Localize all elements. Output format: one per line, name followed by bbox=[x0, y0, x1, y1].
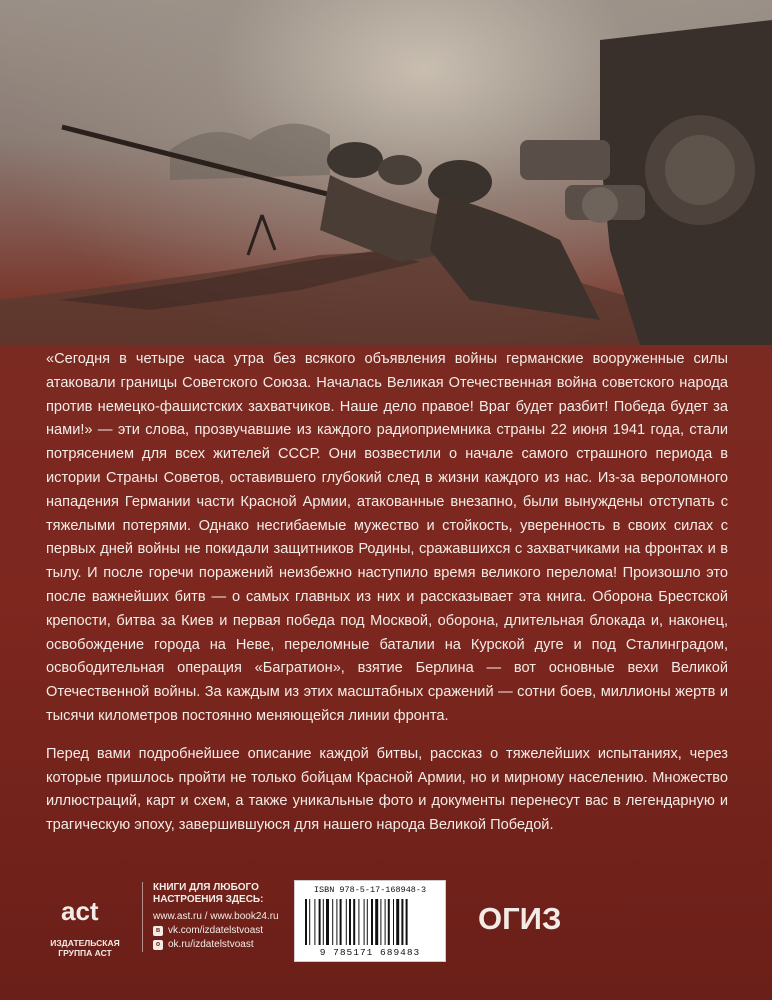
ast-logo bbox=[57, 880, 113, 936]
publisher-caption-line1: ИЗДАТЕЛЬСКАЯ bbox=[50, 938, 120, 948]
paragraph-2: Перед вами подробнейшее описание каждой битвы, рассказ о тяжелейших испытаниях, через которые пришлось пройти не только бойцам Красной Армии, но и мирному населению. Множество иллюстраций, карт и схем, а также уникальные фото и документы перенесут вас в легендарную и трагическую эпоху, завершившуюся для нашего народа Великой Победой. bbox=[46, 745, 728, 834]
paragraph-1: «Сегодня в четыре часа утра без всякого объявления войны германские вооруженные силы атаковали границы Советского Союза. Началась Великая Отечественная война советского народа против немецко-фашистских захватчиков. Наше дело правое! Враг будет разбит! Победа будет за нами!» — эти слова, прозвучавшие из каждого радиоприемника страны 22 июня 1941 года, стали потрясением для всех жителей СССР. Они возвестили о начале самого страшного периода в истории Страны Советов, оставившего глубокий след в жизни каждого из нас. Из-за вероломного нападения Германии части Красной Армии, атакованные внезапно, были вынуждены отступать с тяжелыми потерями. Однако несгибаемые мужество и стойкость, уверенность в своих силах с первых дней войны не покидали защитников Родины, сражавшихся с захватчиками на фронтах и в тылу. И после горечи поражений неизбежно наступило время великого перелома! Произошло это после важнейших битв — о самых главных из них и рассказывает эта книга. Оборона Брестской крепости, битва за Киев и первая победа под Москвой, оборона, длительная блокада и, наконец, освобождение города на Неве, переломные баталии на Курской дуге и под Сталинградом, освободительная операция «Багратион», взятие Берлина — вот основные вехи Великой Отечественной войны. За каждым из этих масштабных сражений — сотни боев, миллионы жертв и тысячи километров постоянно меняющейся линии фронта. bbox=[46, 351, 728, 724]
cover-photo bbox=[0, 0, 772, 345]
vk-link-row bbox=[153, 924, 293, 938]
description-text bbox=[46, 348, 728, 852]
ok-icon: o bbox=[153, 940, 163, 950]
publisher-caption-line2: ГРУППА АСТ bbox=[58, 948, 112, 958]
publisher-block bbox=[40, 880, 130, 960]
vk-link[interactable]: vk.com/izdatelstvoast bbox=[168, 925, 264, 936]
links-heading-line2: НАСТРОЕНИЯ ЗДЕСЬ: bbox=[153, 894, 264, 905]
ok-link[interactable]: ok.ru/izdatelstvoast bbox=[168, 939, 254, 950]
web-link-row bbox=[153, 910, 293, 924]
barcode-bars bbox=[305, 899, 435, 945]
publisher-caption bbox=[40, 938, 130, 958]
ogiz-logo bbox=[478, 899, 562, 936]
vk-icon: в bbox=[153, 926, 163, 936]
web-link[interactable]: www.ast.ru / www.book24.ru bbox=[153, 911, 279, 922]
barcode-box bbox=[294, 880, 446, 962]
publisher-links bbox=[142, 882, 293, 952]
barcode-number: 9 785171 689483 bbox=[319, 947, 421, 958]
links-heading-line1: КНИГИ ДЛЯ ЛЮБОГО bbox=[153, 882, 259, 893]
ast-logo-text: act bbox=[61, 896, 99, 926]
links-heading bbox=[153, 882, 293, 906]
ogiz-logo-text: ОГИЗ bbox=[478, 901, 562, 936]
ok-link-row bbox=[153, 938, 293, 952]
soldiers-photo bbox=[0, 0, 772, 345]
isbn-text: ISBN 978-5-17-168948-3 bbox=[313, 885, 427, 895]
